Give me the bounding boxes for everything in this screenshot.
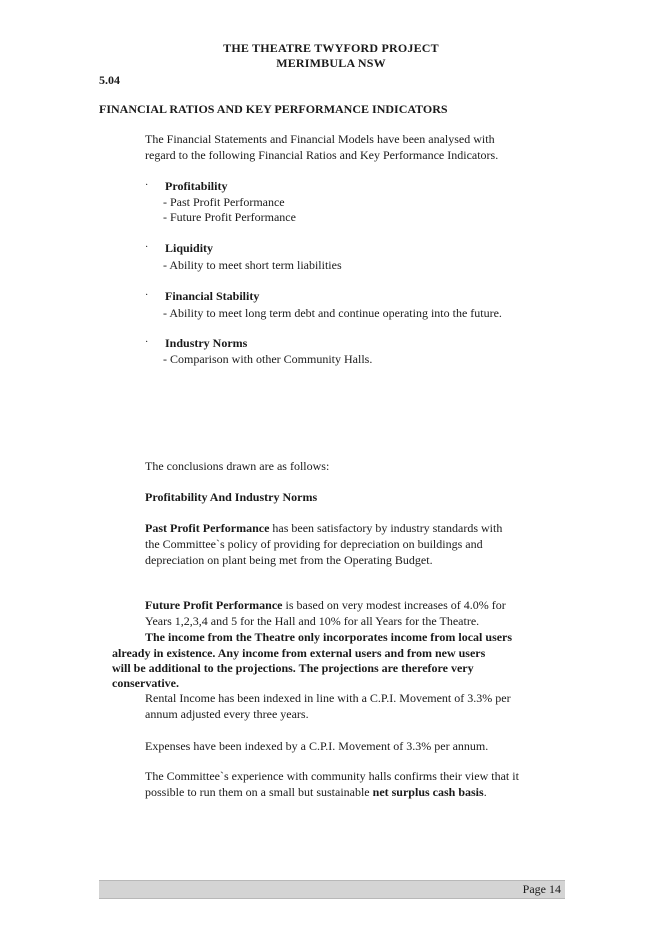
- section-title: FINANCIAL RATIOS AND KEY PERFORMANCE INDICATORS: [99, 102, 448, 116]
- future-profit-label: Future Profit Performance: [145, 598, 283, 612]
- bullet-icon: ·: [145, 290, 149, 301]
- past-profit-line-2: the Committee`s policy of providing for depreciation on buildings and: [145, 537, 483, 551]
- future-profit-paragraph: [145, 597, 565, 629]
- conclusions-intro: The conclusions drawn are as follows:: [145, 459, 330, 473]
- intro-paragraph: [145, 131, 565, 163]
- document-location: MERIMBULA NSW: [276, 56, 386, 70]
- indicator-heading: Financial Stability: [165, 289, 260, 303]
- document-title: THE THEATRE TWYFORD PROJECT: [223, 41, 439, 55]
- bullet-icon: ·: [145, 242, 149, 253]
- committee-paragraph: [145, 768, 565, 800]
- expenses-paragraph: Expenses have been indexed by a C.P.I. Movement of 3.3% per annum.: [145, 739, 489, 753]
- indicator-heading: Profitability: [165, 179, 228, 193]
- past-profit-line-3: depreciation on plant being met from the Operating Budget.: [145, 553, 433, 567]
- bullet-icon: ·: [145, 180, 149, 191]
- intro-line-1: The Financial Statements and Financial Models have been analysed with: [145, 132, 495, 146]
- indicator-item: - Ability to meet short term liabilities: [163, 258, 342, 272]
- indicator-item: - Future Profit Performance: [163, 210, 296, 224]
- intro-line-2: regard to the following Financial Ratios and Key Performance Indicators.: [145, 148, 499, 162]
- future-profit-text: is based on very modest increases of 4.0% for: [282, 598, 506, 612]
- future-profit-bold-4: conservative.: [112, 676, 179, 690]
- rental-line-2: annum adjusted every three years.: [145, 707, 309, 721]
- indicator-item: - Past Profit Performance: [163, 195, 285, 209]
- section-number: 5.04: [99, 73, 120, 87]
- committee-line-2: possible to run them on a small but sustainable: [145, 785, 373, 799]
- rental-line-1: Rental Income has been indexed in line with a C.P.I. Movement of 3.3% per: [145, 691, 511, 705]
- indicator-item: - Ability to meet long term debt and continue operating into the future.: [163, 306, 502, 320]
- conclusions-subheading: Profitability And Industry Norms: [145, 490, 318, 504]
- indicator-item: - Comparison with other Community Halls.: [163, 352, 373, 366]
- past-profit-label: Past Profit Performance: [145, 521, 270, 535]
- committee-line-2-end: .: [483, 785, 487, 799]
- rental-paragraph: [145, 690, 565, 722]
- indicator-heading: Liquidity: [165, 241, 214, 255]
- past-profit-text: has been satisfactory by industry standards with: [269, 521, 503, 535]
- future-profit-bold-2: already in existence. Any income from external users and from new users: [112, 646, 486, 660]
- committee-bold: net surplus cash basis: [372, 785, 484, 799]
- future-profit-bold-3: will be additional to the projections. The projections are therefore very: [112, 661, 474, 675]
- past-profit-paragraph: [145, 520, 565, 568]
- future-profit-line-2: Years 1,2,3,4 and 5 for the Hall and 10% for all Years for the Theatre.: [145, 614, 480, 628]
- bullet-icon: ·: [145, 337, 149, 348]
- page-number: Page 14: [522, 882, 561, 896]
- indicator-heading: Industry Norms: [165, 336, 248, 350]
- future-profit-bold-1: The income from the Theatre only incorporates income from local users: [145, 630, 513, 644]
- committee-line-1: The Committee`s experience with community halls confirms their view that it: [145, 769, 519, 783]
- page-footer: [99, 880, 565, 899]
